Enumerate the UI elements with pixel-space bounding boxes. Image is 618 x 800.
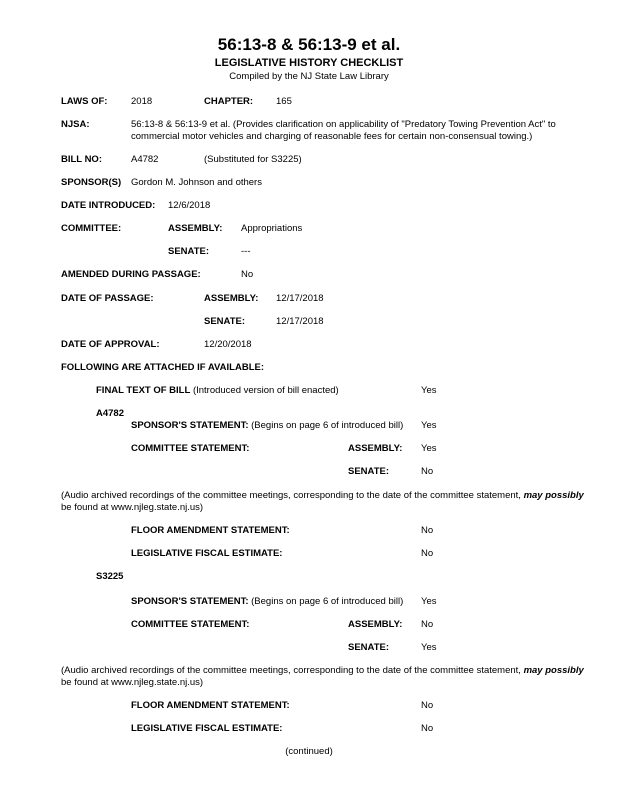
committee-assembly-value: Appropriations bbox=[241, 223, 303, 234]
a4782-sponsor-value: Yes bbox=[421, 420, 437, 431]
s3225-floor-label: FLOOR AMENDMENT STATEMENT: bbox=[131, 700, 290, 711]
passage-senate-label: SENATE: bbox=[204, 316, 245, 327]
chapter-label: CHAPTER: bbox=[204, 96, 254, 107]
a4782-floor-label: FLOOR AMENDMENT STATEMENT: bbox=[131, 525, 290, 536]
final-text-label: FINAL TEXT OF BILL bbox=[96, 385, 191, 396]
s3225-audio-line1 bbox=[61, 665, 584, 676]
passage-assembly-label: ASSEMBLY: bbox=[204, 293, 259, 304]
continued-note: (continued) bbox=[285, 746, 333, 757]
s3225-floor-value: No bbox=[421, 700, 434, 711]
njsa-value-line2: commercial motor vehicles and charging of reasonable fees for certain non-consensual towing.) bbox=[131, 131, 533, 142]
njsa-label: NJSA: bbox=[61, 119, 90, 130]
s3225-fiscal-label: LEGISLATIVE FISCAL ESTIMATE: bbox=[131, 723, 283, 734]
date-of-approval-value: 12/20/2018 bbox=[204, 339, 252, 350]
date-introduced-label: DATE INTRODUCED: bbox=[61, 200, 156, 211]
s3225-senate-label: SENATE: bbox=[348, 642, 389, 653]
date-introduced-value: 12/6/2018 bbox=[168, 200, 211, 211]
a4782-committee-label: COMMITTEE STATEMENT: bbox=[131, 443, 250, 454]
s3225-audio-emphasis: may possibly bbox=[523, 665, 584, 676]
a4782-sponsor-row bbox=[131, 420, 403, 431]
s3225-sponsor-label: SPONSOR'S STATEMENT: bbox=[131, 596, 249, 607]
committee-label: COMMITTEE: bbox=[61, 223, 122, 234]
bill-no-label: BILL NO: bbox=[61, 154, 102, 165]
s3225-senate-value: Yes bbox=[421, 642, 437, 653]
a4782-audio-text: (Audio archived recordings of the committee meetings, corresponding to the date of the committee statement, bbox=[61, 490, 521, 501]
sponsor-value: Gordon M. Johnson and others bbox=[131, 177, 262, 188]
s3225-fiscal-value: No bbox=[421, 723, 434, 734]
passage-senate-value: 12/17/2018 bbox=[276, 316, 324, 327]
amended-label: AMENDED DURING PASSAGE: bbox=[61, 269, 201, 280]
final-text-row bbox=[96, 385, 339, 396]
s3225-committee-label: COMMITTEE STATEMENT: bbox=[131, 619, 250, 630]
a4782-sponsor-note: (Begins on page 6 of introduced bill) bbox=[251, 420, 404, 431]
a4782-fiscal-label: LEGISLATIVE FISCAL ESTIMATE: bbox=[131, 548, 283, 559]
committee-senate-value: --- bbox=[241, 246, 251, 257]
s3225-audio-line2: be found at www.njleg.state.nj.us) bbox=[61, 677, 204, 688]
a4782-sponsor-label: SPONSOR'S STATEMENT: bbox=[131, 420, 249, 431]
a4782-assembly-label: ASSEMBLY: bbox=[348, 443, 403, 454]
a4782-fiscal-value: No bbox=[421, 548, 434, 559]
s3225-sponsor-row bbox=[131, 596, 403, 607]
bill-no-value: A4782 bbox=[131, 154, 159, 165]
date-of-approval-label: DATE OF APPROVAL: bbox=[61, 339, 160, 350]
a4782-senate-label: SENATE: bbox=[348, 466, 389, 477]
bill-no-note: (Substituted for S3225) bbox=[204, 154, 302, 165]
s3225-audio-text: (Audio archived recordings of the committee meetings, corresponding to the date of the committee statement, bbox=[61, 665, 521, 676]
a4782-senate-value: No bbox=[421, 466, 434, 477]
page-subtitle: LEGISLATIVE HISTORY CHECKLIST bbox=[214, 57, 404, 69]
amended-value: No bbox=[241, 269, 254, 280]
s3225-sponsor-value: Yes bbox=[421, 596, 437, 607]
a4782-heading: A4782 bbox=[96, 408, 124, 419]
chapter-value: 165 bbox=[276, 96, 292, 107]
committee-assembly-label: ASSEMBLY: bbox=[168, 223, 223, 234]
a4782-audio-emphasis: may possibly bbox=[523, 490, 584, 501]
passage-assembly-value: 12/17/2018 bbox=[276, 293, 324, 304]
final-text-value: Yes bbox=[421, 385, 437, 396]
sponsor-label: SPONSOR(S) bbox=[61, 177, 122, 188]
s3225-heading: S3225 bbox=[96, 571, 124, 582]
a4782-floor-value: No bbox=[421, 525, 434, 536]
compiled-by: Compiled by the NJ State Law Library bbox=[229, 71, 389, 82]
a4782-assembly-value: Yes bbox=[421, 443, 437, 454]
njsa-value-line1: 56:13-8 & 56:13-9 et al. (Provides clarification on applicability of "Predatory Towing Prevention Act" to bbox=[131, 119, 556, 130]
laws-of-label: LAWS OF: bbox=[61, 96, 108, 107]
s3225-sponsor-note: (Begins on page 6 of introduced bill) bbox=[251, 596, 404, 607]
a4782-audio-line1 bbox=[61, 490, 584, 501]
final-text-note: (Introduced version of bill enacted) bbox=[192, 385, 339, 396]
committee-senate-label: SENATE: bbox=[168, 246, 209, 257]
a4782-audio-line2: be found at www.njleg.state.nj.us) bbox=[61, 502, 204, 513]
s3225-assembly-value: No bbox=[421, 619, 434, 630]
date-of-passage-label: DATE OF PASSAGE: bbox=[61, 293, 154, 304]
s3225-assembly-label: ASSEMBLY: bbox=[348, 619, 403, 630]
attached-heading: FOLLOWING ARE ATTACHED IF AVAILABLE: bbox=[61, 362, 264, 373]
page-title: 56:13-8 & 56:13-9 et al. bbox=[217, 35, 401, 54]
laws-of-value: 2018 bbox=[131, 96, 153, 107]
